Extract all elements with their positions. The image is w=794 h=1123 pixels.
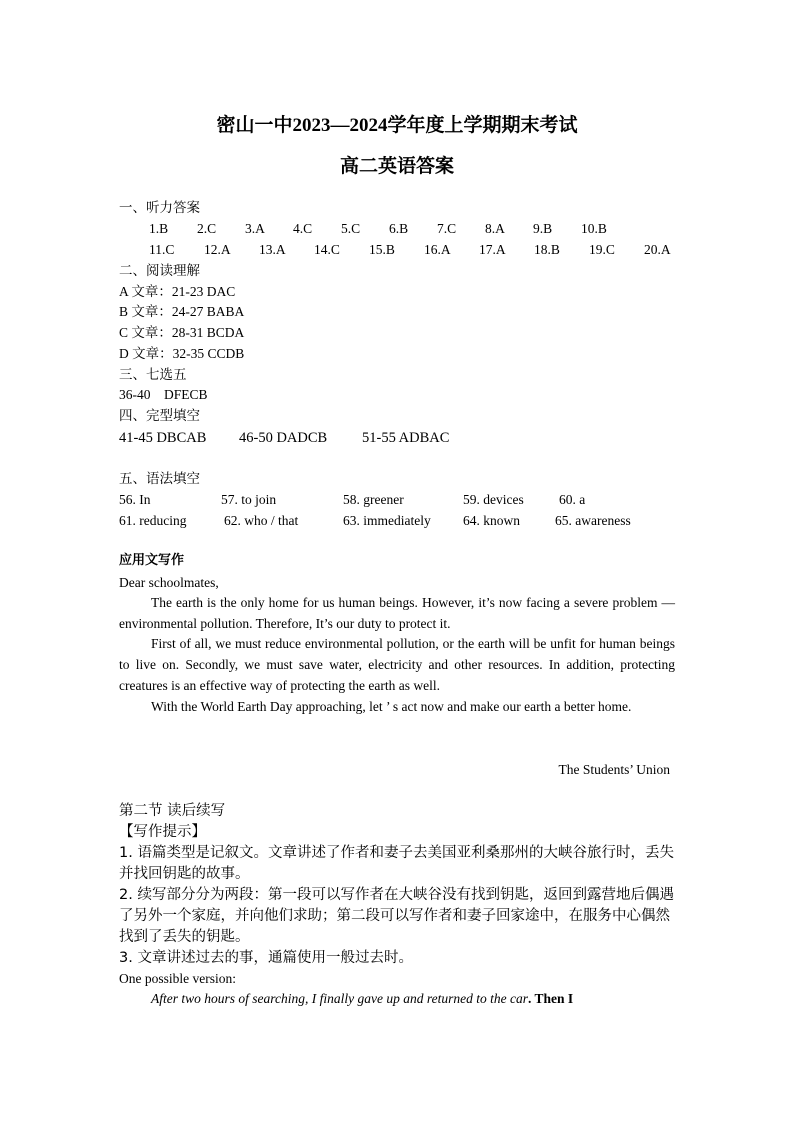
reading-item-a: A 文章：21-23 DAC [119,284,236,299]
cloze-row [0,428,794,448]
listening-heading: 一、听力答案 [119,200,200,216]
tips-list [119,843,679,969]
answer-item: 19.C [589,242,615,257]
grammar-row-1 [0,490,794,510]
version-rest-text: . Then I [527,991,574,1006]
answer-item: 10.B [581,221,607,236]
answer-item: 65. awareness [555,513,631,528]
answer-item: 63. immediately [343,513,431,528]
answer-item: 17.A [479,242,506,257]
listening-row-1 [0,219,794,239]
letter-signature: The Students’ Union [558,762,670,777]
answer-item: 2.C [197,221,217,236]
letter-greeting: Dear schoolmates, [119,575,219,590]
grammar-row-2 [0,511,794,531]
listening-row-2 [0,240,794,260]
answer-item: 13.A [259,242,286,257]
answer-item: 9.B [533,221,553,236]
reading-item-d: D 文章：32-35 CCDB [119,346,245,361]
answer-item: 62. who / that [224,513,299,528]
letter-body [119,593,675,717]
answer-item: 12.A [204,242,231,257]
answer-item: 4.C [293,221,313,236]
letter-paragraph: With the World Earth Day approaching, let ’ s act now and make our earth a better home. [151,698,632,714]
answer-item: 5.C [341,221,361,236]
tip-item: 2. 续写部分分为两段：第一段可以写作者在大峡谷没有找到钥匙，返回到露营地后偶遇了另外一个家庭，并向他们求助；第二段可以写作者和妻子回家途中，在服务中心偶然找到了丢失的钥匙。 [119,887,674,945]
version-label: One possible version: [119,971,236,986]
seven-five-answer: 36-40 DFECB [119,387,208,402]
answer-item: 8.A [485,221,505,236]
answer-item: 59. devices [463,492,524,507]
answer-item: 3.A [245,221,265,236]
answer-item: 20.A [644,242,671,257]
answer-item: 64. known [463,513,520,528]
cloze-answer: 46-50 DADCB [239,430,328,446]
seven-five-heading: 三、七选五 [119,367,187,383]
tip-item: 3. 文章讲述过去的事，通篇使用一般过去时。 [119,950,413,966]
continuation-heading: 第二节 读后续写 [119,803,226,819]
answer-item: 61. reducing [119,513,187,528]
cloze-answer: 41-45 DBCAB [119,430,207,446]
version-text [119,989,659,1009]
answer-item: 57. to join [221,492,277,507]
answer-item: 15.B [369,242,395,257]
page-title: 密山一中2023—2024学年度上学期期末考试 [216,115,578,136]
answer-item: 14.C [314,242,340,257]
page-subtitle: 高二英语答案 [339,156,454,177]
answer-item: 18.B [534,242,560,257]
reading-item-b: B 文章：24-27 BABA [119,304,245,319]
answer-item: 60. a [559,492,586,507]
answer-item: 6.B [389,221,409,236]
cloze-heading: 四、完型填空 [119,408,200,424]
letter-paragraph: The earth is the only home for us human beings. However, it’s now facing a severe problem — environmental pollution. Therefore, It’s our duty to protect it. [119,595,675,631]
writing-heading: 应用文写作 [119,553,185,568]
tips-heading: 【写作提示】 [119,824,206,840]
answer-item: 11.C [149,242,175,257]
answer-item: 56. In [119,492,151,507]
answer-item: 58. greener [343,492,404,507]
tip-item: 1. 语篇类型是记叙文。文章讲述了作者和妻子去美国亚利桑那州的大峡谷旅行时，丢失并找回钥匙的故事。 [119,845,674,882]
letter-paragraph: First of all, we must reduce environmental pollution, or the earth will be unfit for human beings to live on. Secondly, we must save water, electricity and other resources. In addition, protecting creatures is an effective way of protecting the earth as well. [119,636,675,693]
reading-item-c: C 文章：28-31 BCDA [119,325,245,340]
answer-item: 16.A [424,242,451,257]
answer-item: 7.C [437,221,457,236]
version-italic-text: After two hours of searching, I finally gave up and returned to the car [151,991,528,1006]
reading-heading: 二、阅读理解 [119,263,200,279]
answer-item: 1.B [149,221,169,236]
cloze-answer: 51-55 ADBAC [362,430,450,446]
grammar-heading: 五、语法填空 [119,471,200,487]
